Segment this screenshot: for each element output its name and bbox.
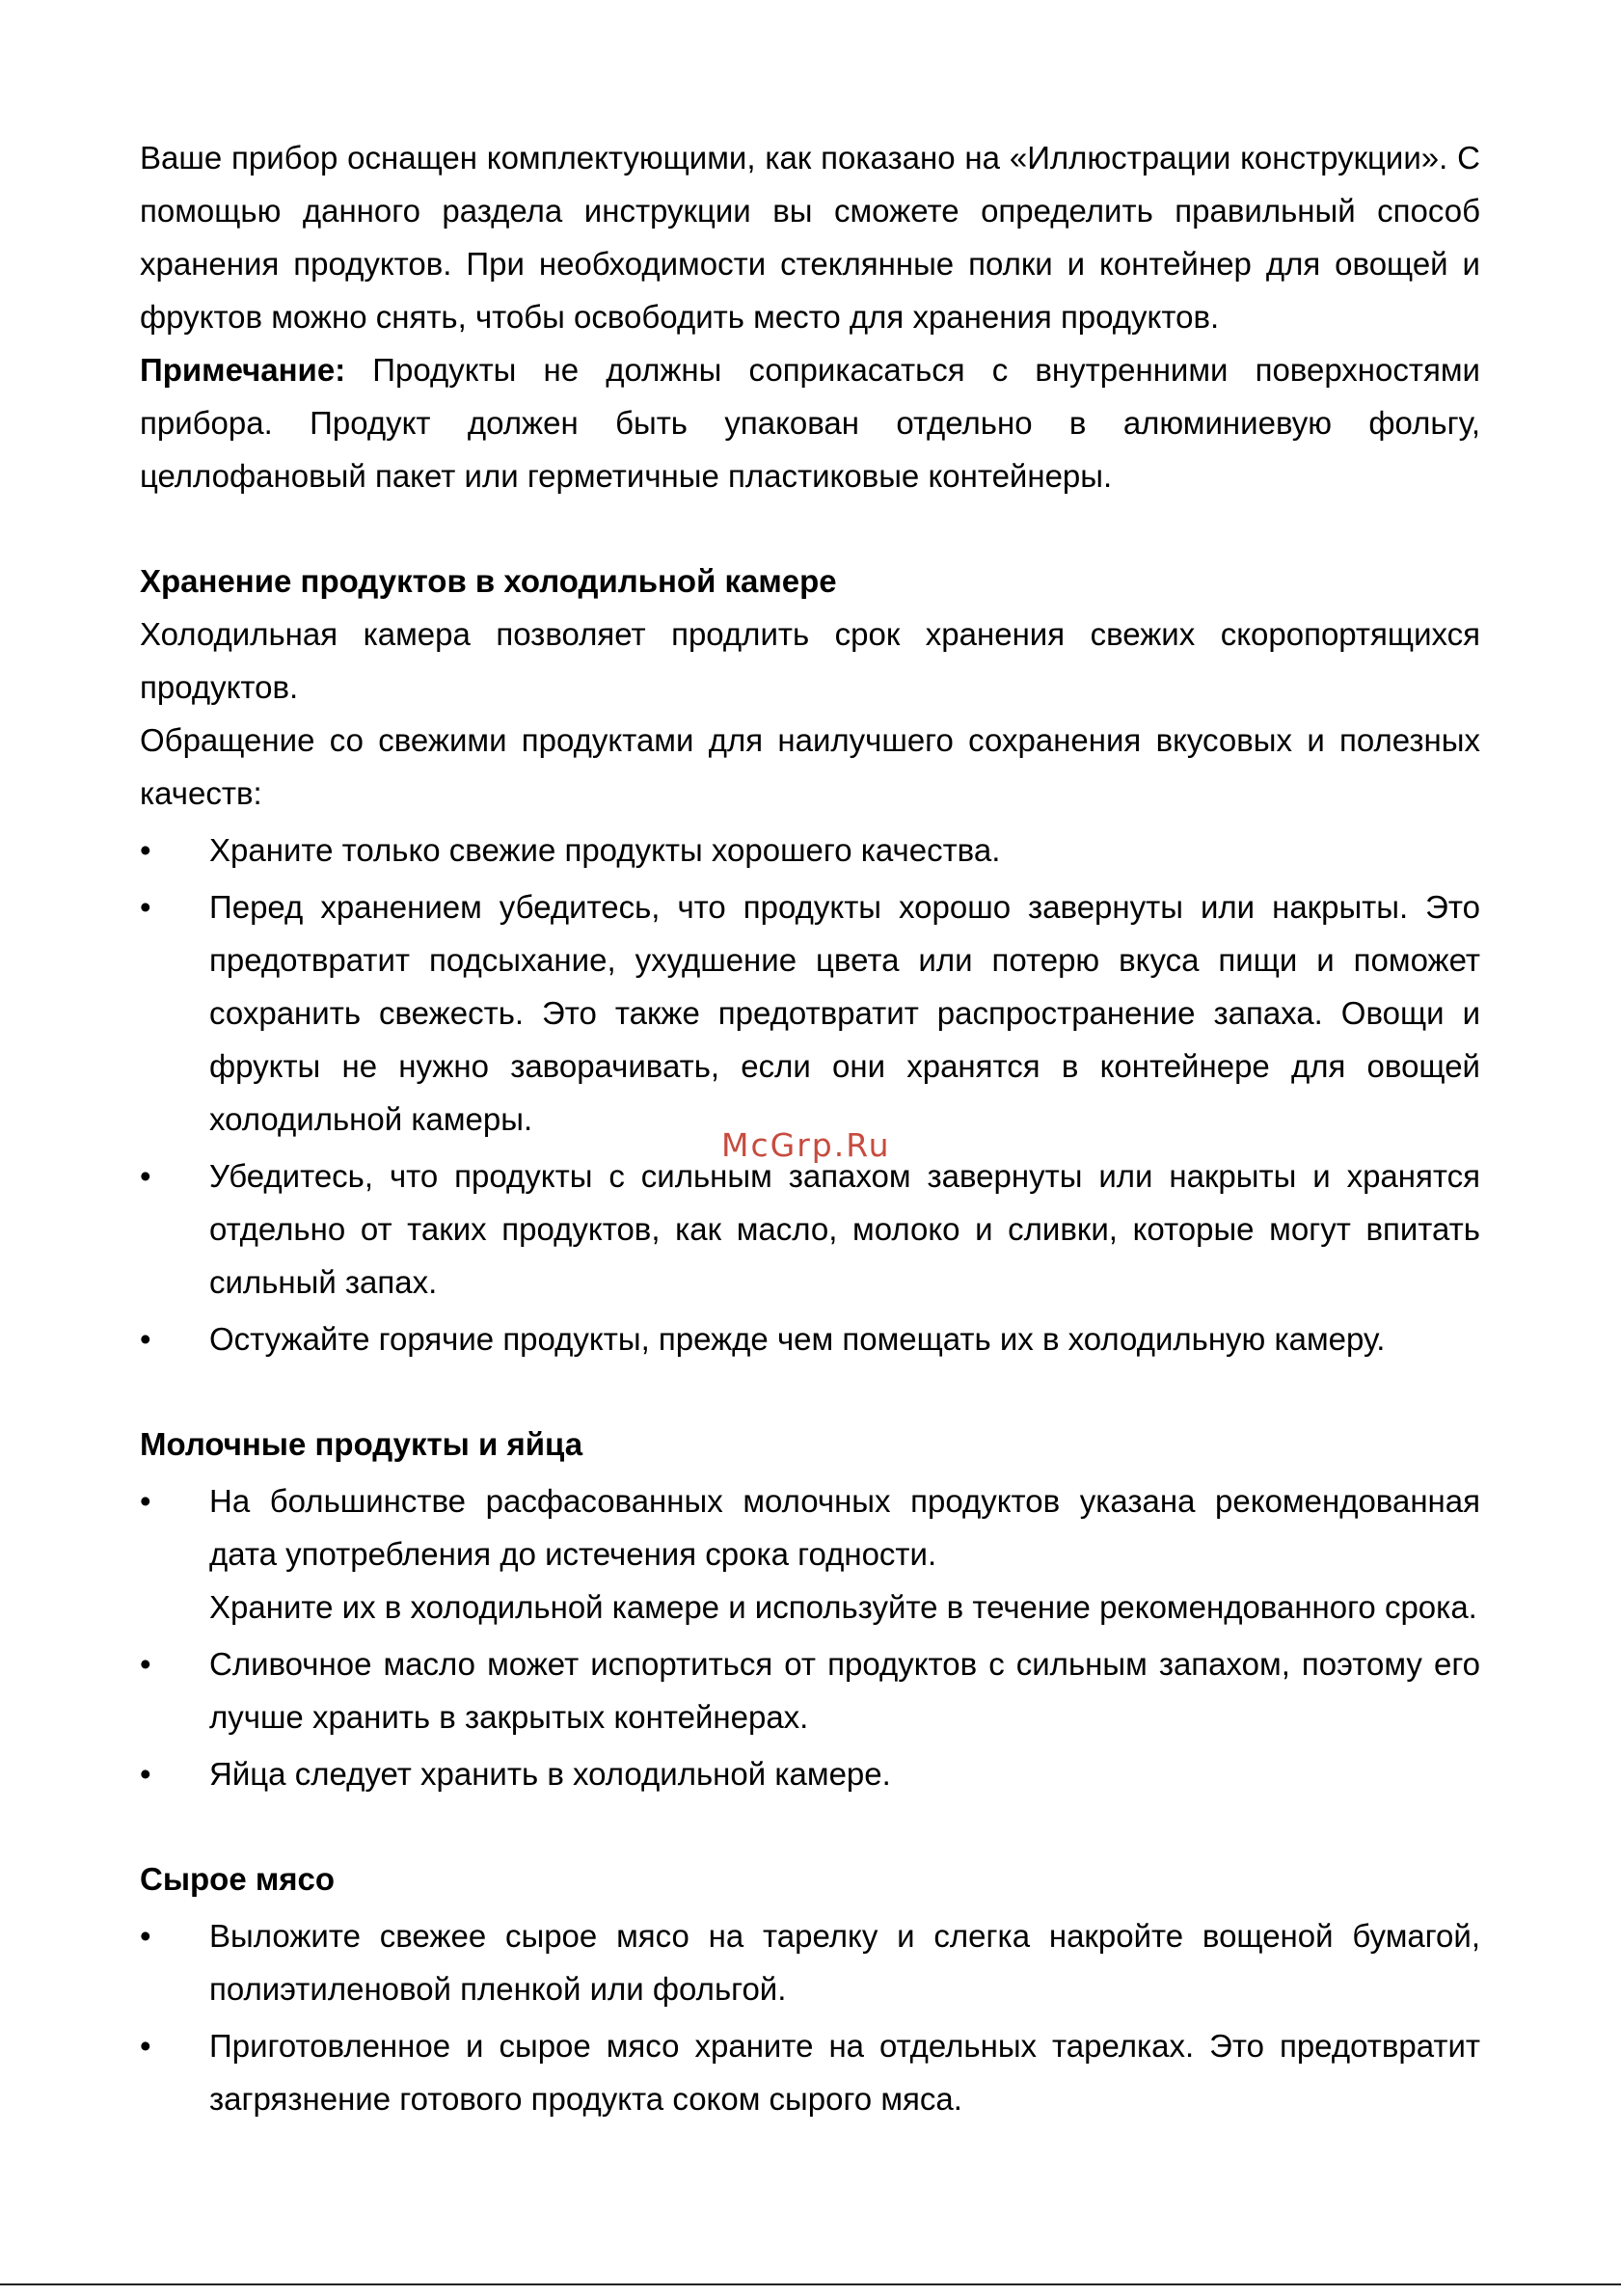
- note-label: Примечание:: [140, 352, 346, 388]
- heading-fridge-storage: Хранение продуктов в холодильной камере: [140, 563, 837, 599]
- list-item: [140, 824, 1480, 877]
- list-item: [140, 1909, 1480, 2015]
- dairy-bullet-list: [140, 1474, 1480, 1800]
- list-item-text-continued: Храните их в холодильной камере и используйте в течение рекомендованного срока.: [209, 1589, 1477, 1625]
- list-item-text: Храните только свежие продукты хорошего качества.: [209, 832, 1001, 868]
- fridge-bullet-list: [140, 824, 1480, 1365]
- bullet-icon: •: [140, 1483, 151, 1519]
- bullet-icon: •: [140, 1321, 151, 1357]
- list-item-text: На большинстве расфасованных молочных продуктов указана рекомендованная дата употребления до истечения срока годности.: [209, 1483, 1480, 1572]
- fridge-paragraph-2: Обращение со свежими продуктами для наилучшего сохранения вкусовых и полезных качеств:: [140, 722, 1480, 811]
- list-item-text: Сливочное масло может испортиться от продуктов с сильным запахом, поэтому его лучше хранить в закрытых контейнерах.: [209, 1646, 1480, 1735]
- list-item: [140, 1474, 1480, 1634]
- list-item-text: Перед хранением убедитесь, что продукты хорошо завернуты или накрыты. Это предотвратит подсыхание, ухудшение цвета или потерю вкуса пищи и поможет сохранить свежесть. Это также предотвратит распространение запаха. Овощи и фрукты не нужно заворачивать, если они хранятся в контейнере для овощей холодильной камеры.: [209, 889, 1480, 1137]
- meat-bullet-list: [140, 1909, 1480, 2125]
- bullet-icon: •: [140, 1646, 151, 1682]
- note-paragraph: [140, 343, 1480, 502]
- list-item: [140, 1312, 1480, 1365]
- bullet-icon: •: [140, 1756, 151, 1792]
- bullet-icon: •: [140, 2028, 151, 2064]
- list-item-text: Яйца следует хранить в холодильной камере.: [209, 1756, 891, 1792]
- intro-paragraph: Ваше прибор оснащен комплектующими, как показано на «Иллюстрации конструкции». С помощью данного раздела инструкции вы сможете определить правильный способ хранения продуктов. При необходимости стеклянные полки и контейнер для овощей и фруктов можно снять, чтобы освободить место для хранения продуктов.: [140, 140, 1480, 335]
- bullet-icon: •: [140, 832, 151, 868]
- list-item: [140, 880, 1480, 1146]
- list-item-text: Убедитесь, что продукты с сильным запахом завернуты или накрыты и хранятся отдельно от таких продуктов, как масло, молоко и сливки, которые могут впитать сильный запах.: [209, 1158, 1480, 1300]
- watermark-text: McGrp.Ru: [721, 1126, 891, 1164]
- heading-raw-meat: Сырое мясо: [140, 1861, 336, 1897]
- heading-dairy-eggs: Молочные продукты и яйца: [140, 1426, 583, 1462]
- list-item-text: Выложите свежее сырое мясо на тарелку и слегка накройте вощеной бумагой, полиэтиленовой пленкой или фольгой.: [209, 1918, 1480, 2007]
- list-item: [140, 1747, 1480, 1800]
- list-item-text: Остужайте горячие продукты, прежде чем помещать их в холодильную камеру.: [209, 1321, 1386, 1357]
- bullet-icon: •: [140, 1158, 151, 1194]
- bullet-icon: •: [140, 1918, 151, 1954]
- list-item: [140, 2019, 1480, 2125]
- fridge-paragraph-1: Холодильная камера позволяет продлить срок хранения свежих скоропортящихся продуктов.: [140, 616, 1480, 705]
- list-item: [140, 1637, 1480, 1743]
- bullet-icon: •: [140, 889, 151, 925]
- list-item: [140, 1149, 1480, 1309]
- list-item-text: Приготовленное и сырое мясо храните на отдельных тарелках. Это предотвратит загрязнение готового продукта соком сырого мяса.: [209, 2028, 1480, 2117]
- note-text: Продукты не должны соприкасаться с внутренними поверхностями прибора. Продукт должен быть упакован отдельно в алюминиевую фольгу, целлофановый пакет или герметичные пластиковые контейнеры.: [140, 352, 1480, 494]
- page-bottom-divider: [0, 2283, 1621, 2285]
